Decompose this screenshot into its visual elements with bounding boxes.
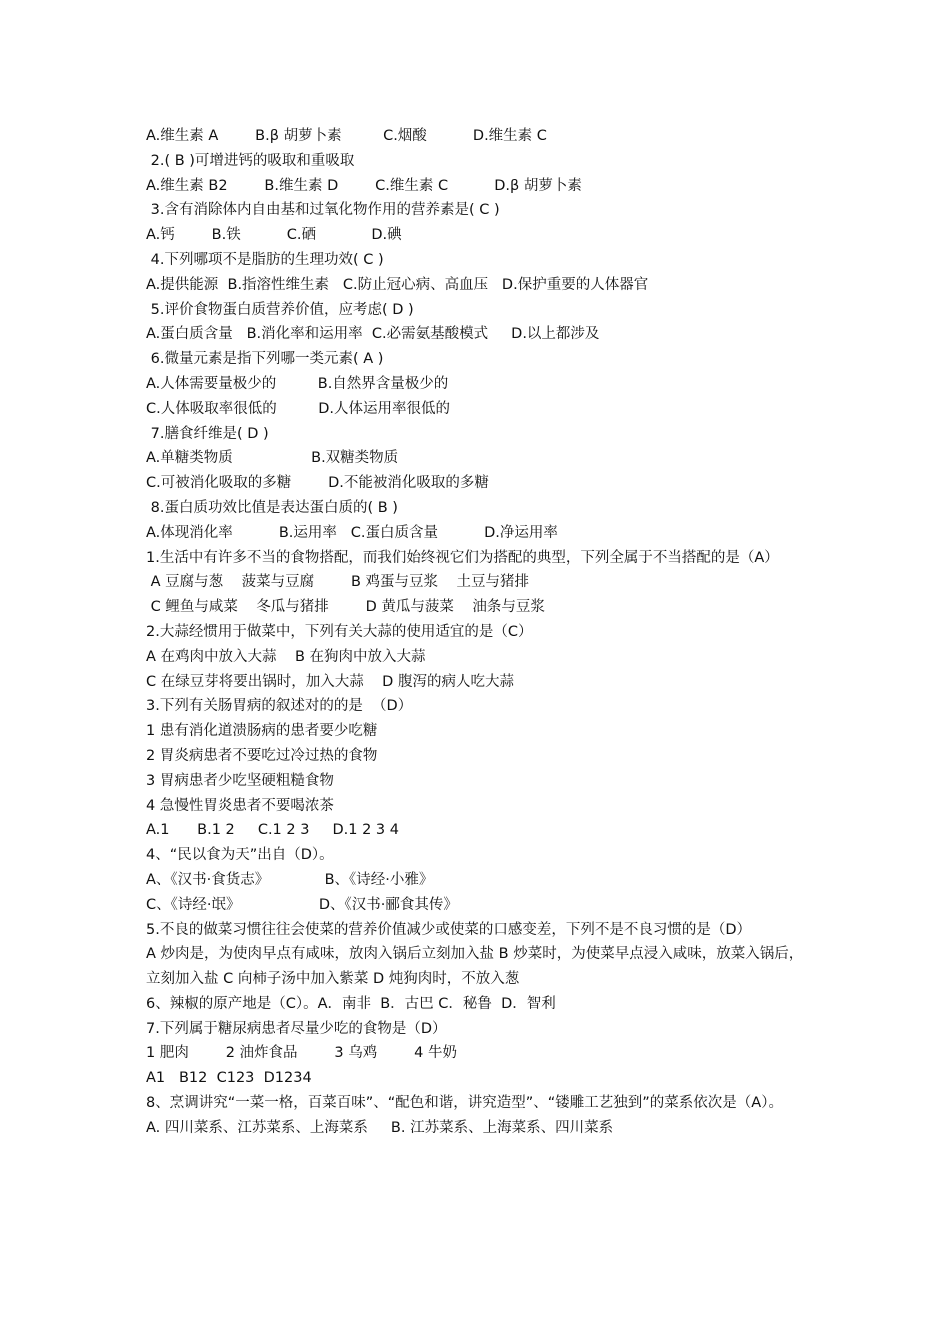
options-line: A.1 B.1 2 C.1 2 3 D.1 2 3 4 [146,822,399,839]
options-line: A.蛋白质含量 B.消化率和运用率 C.必需氨基酸模式 D.以上都涉及 [146,326,600,343]
question-line: 8、烹调讲究“一菜一格，百菜百味”、“配色和谐，讲究造型”、“镂雕工艺独到”的菜系依次是（A）。 [146,1095,783,1112]
question-line: 5.评价食物蛋白质营养价值，应考虑( D ) [146,301,414,318]
question-line: 3.含有消除体内自由基和过氧化物作用的营养素是( C ) [146,202,500,219]
options-line: C、《诗经·氓》 D、《汉书·郦食其传》 [146,896,458,913]
options-line: A.钙 B.铁 C.硒 D.碘 [146,227,402,244]
options-line: A.提供能源 B.指溶性维生素 C.防止冠心病、高血压 D.保护重要的人体器官 [146,276,649,293]
question-line: 4、“民以食为天”出自（D）。 [146,847,334,864]
question-line: 5.不良的做菜习惯往往会使菜的营养价值减少或使菜的口感变差，下列不是不良习惯的是（D） [146,921,751,938]
options-line: A. 四川菜系、江苏菜系、上海菜系 B. 江苏菜系、上海菜系、四川菜系 [146,1119,614,1136]
question-line: 7.下列属于糖尿病患者尽量少吃的食物是（D） [146,1020,447,1037]
list-item: 1 患有消化道溃肠病的患者要少吃糖 [146,723,378,740]
options-line: A.维生素 B2 B.维生素 D C.维生素 C D.β 胡萝卜素 [146,177,582,194]
question-line: 6、辣椒的原产地是（C）。A．南非 B．古巴 C．秘鲁 D．智利 [146,995,556,1012]
options-line: A 豆腐与葱 菠菜与豆腐 B 鸡蛋与豆浆 土豆与猪排 [146,574,529,591]
options-line: A 炒肉是，为使肉早点有咸味，放肉入锅后立刻加入盐 B 炒菜时，为使菜早点浸入咸味，放菜入锅后，立刻加入盐 C 向柿子汤中加入紫菜 D 炖狗肉时，不放入葱 [146,946,804,988]
question-line: 1.生活中有许多不当的食物搭配，而我们始终视它们为搭配的典型，下列全属于不当搭配的是（A） [146,549,779,566]
options-line: C 在绿豆芽将要出锅时，加入大蒜 D 腹泻的病人吃大蒜 [146,673,514,690]
document-page [146,124,816,1141]
question-line: 7.膳食纤维是( D ) [146,425,269,442]
options-line: A.人体需要量极少的 B.自然界含量极少的 [146,375,449,392]
text-line: A.维生素 A B.β 胡萝卜素 C.烟酸 D.维生素 C [146,128,547,144]
question-line: 4.下列哪项不是脂肪的生理功效( C ) [146,251,384,268]
options-line: A 在鸡肉中放入大蒜 B 在狗肉中放入大蒜 [146,648,426,665]
options-line: C.可被消化吸取的多糖 D.不能被消化吸取的多糖 [146,475,489,492]
question-line: 6.微量元素是指下列哪一类元素( A ) [146,351,384,368]
options-line: C.人体吸取率很低的 D.人体运用率很低的 [146,400,450,417]
list-item: 1 肥肉 2 油炸食品 3 乌鸡 4 牛奶 [146,1045,457,1062]
question-line: 2.( B )可增进钙的吸取和重吸取 [146,152,355,169]
options-line: C 鲤鱼与咸菜 冬瓜与猪排 D 黄瓜与菠菜 油条与豆浆 [146,599,545,616]
options-line: A.体现消化率 B.运用率 C.蛋白质含量 D.净运用率 [146,524,558,541]
list-item: 3 胃病患者少吃坚硬粗糙食物 [146,772,334,789]
list-item: 2 胃炎病患者不要吃过冷过热的食物 [146,747,378,764]
list-item: 4 急慢性胃炎患者不要喝浓茶 [146,797,334,814]
question-line: 2.大蒜经惯用于做菜中，下列有关大蒜的使用适宜的是（C） [146,623,533,640]
options-line: A1 B12 C123 D1234 [146,1070,312,1087]
options-line: A、《汉书·食货志》 B、《诗经·小雅》 [146,871,434,888]
question-line: 3.下列有关肠胃病的叙述对的的是 （D） [146,698,413,715]
options-line: A.单糖类物质 B.双糖类物质 [146,450,399,467]
question-line: 8.蛋白质功效比值是表达蛋白质的( B ) [146,499,398,516]
